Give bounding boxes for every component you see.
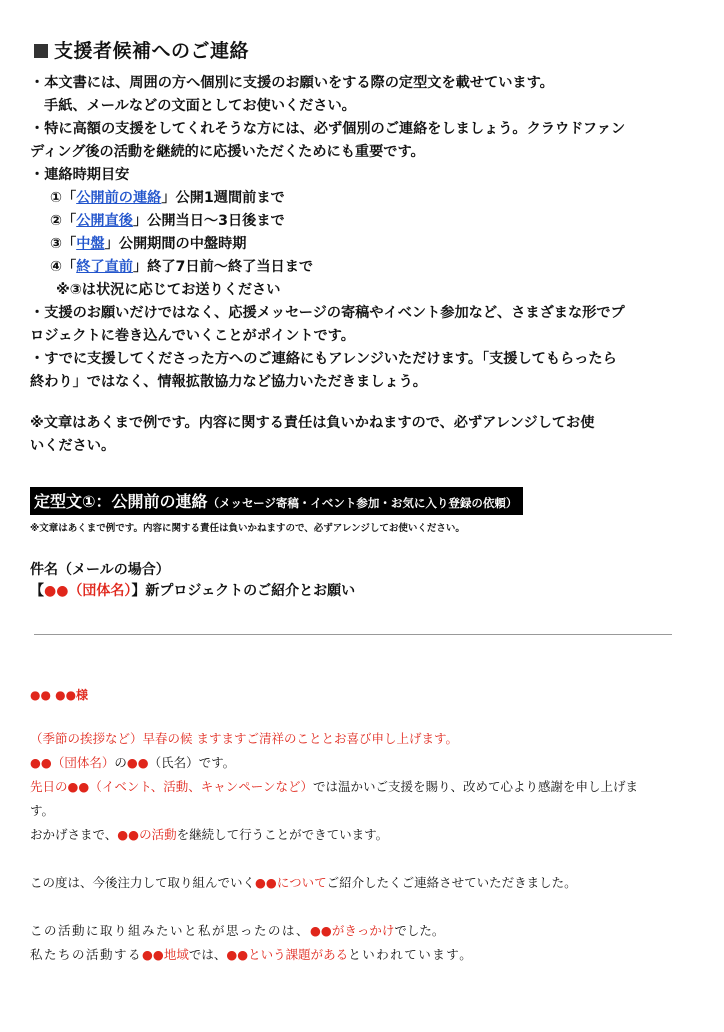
letter-text: では温かいご支援を賜り、改めて心より感謝を申し上げま	[312, 779, 638, 794]
placeholder-text: ●●（団体名）	[30, 755, 115, 770]
timing-item	[30, 187, 680, 210]
timing-link-just-launched[interactable]: 公開直後	[76, 213, 133, 229]
letter-paragraph	[30, 775, 680, 799]
placeholder-text: ●●	[126, 755, 149, 770]
letter-salutation: ●● ●●様	[30, 688, 89, 702]
subject-bracket: 【	[30, 583, 44, 599]
letter-paragraph: （季節の挨拶など）早春の候 ますますご清祥のこととお喜び申し上げます。	[30, 731, 458, 746]
letter-text: を継続して行うことができています。	[176, 827, 389, 842]
timing-number: ③「	[50, 236, 77, 252]
timing-note: ※③は状況に応じてお送りください	[56, 282, 281, 298]
placeholder-text: ●●地域	[142, 947, 189, 962]
letter-text: おかげさまで、	[30, 827, 118, 842]
intro-line: ・連絡時期目安	[30, 167, 130, 183]
template-title-banner	[30, 487, 523, 515]
timing-number: ①「	[50, 190, 77, 206]
notice-line: ※文章はあくまで例です。内容に関する責任は負いかねますので、必ずアレンジしてお使	[30, 415, 595, 431]
intro-line: 終わり」ではなく、情報拡散協力など協力いただきましょう。	[30, 374, 427, 390]
spacer	[30, 895, 680, 919]
spacer	[30, 847, 680, 871]
timing-link-before-end[interactable]: 終了直前	[76, 259, 133, 275]
timing-desc: 」公開当日〜3日後まで	[132, 213, 285, 229]
letter-text: 私たちの活動する	[30, 947, 143, 962]
intro-line: ・支援のお願いだけではなく、応援メッセージの寄稿やイベント参加など、さまざまな形でプ	[30, 305, 625, 321]
letter-paragraph	[30, 823, 680, 847]
banner-main-text: 定型文①：公開前の連絡	[34, 492, 208, 511]
letter-paragraph	[30, 751, 680, 775]
subject-line	[30, 580, 355, 600]
timing-item	[30, 233, 680, 256]
timing-desc: 」公開期間の中盤時期	[104, 236, 247, 252]
timing-number: ④「	[50, 259, 77, 275]
letter-paragraph: す。	[30, 803, 55, 818]
subject-text: 】新プロジェクトのご紹介とお願い	[131, 583, 356, 599]
placeholder-text: ●●について	[255, 875, 327, 890]
placeholder-text: 先日の	[30, 779, 68, 794]
intro-line: ・特に高額の支援をしてくれそうな方には、必ず個別のご連絡をしましょう。クラウドファン	[30, 121, 626, 137]
letter-text: といわれています。	[348, 947, 474, 962]
timing-link-midway[interactable]: 中盤	[76, 236, 105, 252]
timing-item	[30, 210, 680, 233]
letter-body	[30, 727, 680, 967]
letter-text: （氏名）です。	[148, 755, 236, 770]
placeholder-text: ●●という課題がある	[226, 947, 349, 962]
timing-number: ②「	[50, 213, 77, 229]
letter-text: この活動に取り組みたいと私が思ったのは、	[30, 923, 311, 938]
timing-link-prelaunch[interactable]: 公開前の連絡	[76, 190, 162, 206]
letter-text: この度は、今後注力して取り組んでいく	[30, 875, 256, 890]
intro-line: 手紙、メールなどの文面としてお使いください。	[44, 98, 356, 114]
heading-text: 支援者候補へのご連絡	[54, 40, 250, 62]
intro-block	[30, 72, 680, 394]
banner-sub-text: （メッセージ寄稿・イベント参加・お気に入り登録の依頼）	[207, 496, 518, 510]
letter-text: でした。	[394, 923, 445, 938]
intro-line: ・すでに支援してくださった方へのご連絡にもアレンジいただけます。「支援してもらったら	[30, 351, 617, 367]
placeholder-text: ●●（イベント、活動、キャンペーンなど）	[67, 779, 313, 794]
timing-desc: 」終了7日前〜終了当日まで	[132, 259, 314, 275]
small-disclaimer: ※文章はあくまで例です。内容に関する責任は負いかねますので、必ずアレンジしてお使いください。	[30, 523, 465, 534]
letter-text: の	[114, 755, 127, 770]
subject-placeholder: ●●（団体名）	[44, 583, 132, 599]
notice-line: いください。	[30, 438, 116, 454]
placeholder-text: ●●の活動	[117, 827, 177, 842]
intro-line: ディング後の活動を継続的に応援いただくためにも重要です。	[30, 144, 425, 160]
section-heading	[34, 36, 249, 63]
placeholder-text: ●●がきっかけ	[310, 923, 395, 938]
letter-paragraph	[30, 871, 680, 895]
intro-line: ロジェクトに巻き込んでいくことがポイントです。	[30, 328, 355, 344]
intro-line: ・本文書には、周囲の方へ個別に支援のお願いをする際の定型文を載せています。	[30, 75, 554, 91]
subject-label: 件名（メールの場合）	[30, 562, 170, 578]
letter-paragraph	[30, 919, 680, 943]
letter-paragraph	[30, 943, 680, 967]
timing-item	[30, 256, 680, 279]
disclaimer-notice	[30, 412, 670, 458]
square-bullet-icon	[34, 44, 48, 58]
divider	[34, 634, 672, 635]
letter-text: ご紹介したくご連絡させていただきました。	[326, 875, 577, 890]
timing-desc: 」公開1週間前まで	[161, 190, 285, 206]
letter-text: では、	[188, 947, 227, 962]
